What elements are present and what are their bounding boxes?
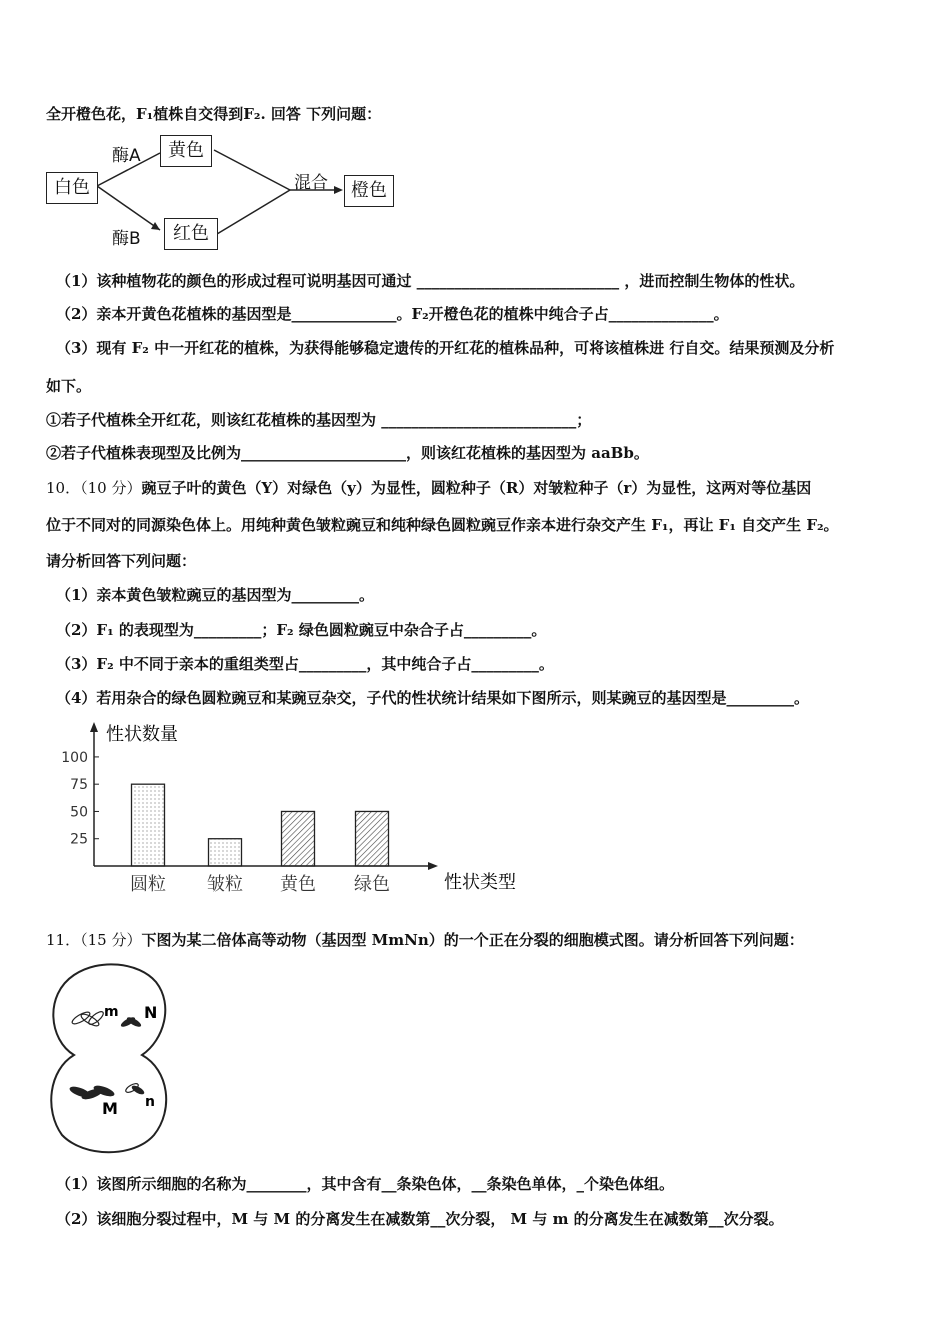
q10-number: 10．（10 分） <box>46 479 142 497</box>
q11-line1 <box>46 930 804 950</box>
chart-x-label: 性状类型 <box>444 872 516 893</box>
allele-N-label: N <box>144 1003 158 1022</box>
q9-part3: （3）现有 F₂ 中一开红花的植株，为获得能够稳定遗传的开红花的植株品种，可将该植株进 行自交。结果预测及分析 <box>56 339 835 357</box>
trait-bar-chart <box>46 718 566 898</box>
x-axis-arrow <box>428 862 438 870</box>
enzyme-a-label: 酶A <box>112 146 141 166</box>
flow-arrows <box>0 0 950 260</box>
y-axis-arrow <box>90 722 98 732</box>
x-tick-label: 皱粒 <box>207 874 243 895</box>
dividing-cell-diagram <box>44 960 174 1160</box>
q10-part3: （3）F₂ 中不同于亲本的重组类型占_________，其中纯合子占_________。 <box>56 655 554 673</box>
bar-1 <box>132 784 165 866</box>
y-tick-label: 100 <box>61 749 88 766</box>
allele-M-label: M <box>102 1099 118 1118</box>
q9-part3-case1: ①若子代植株全开红花，则该红花植株的基因型为 __________________________； <box>46 411 592 429</box>
white-box: 白色 <box>46 172 98 204</box>
bar-3 <box>282 811 315 866</box>
q9-part3-cont: 如下。 <box>46 377 92 395</box>
q9-part1: （1）该种植物花的颜色的形成过程可说明基因可通过 ___________________________ ，进而控制生物体的性状。 <box>56 272 805 290</box>
y-tick-label: 50 <box>70 804 88 821</box>
q11-stem: 下图为某二倍体高等动物（基因型 MmNn）的一个正在分裂的细胞模式图。请分析回答下列问题： <box>141 931 804 949</box>
q10-line3: 请分析回答下列问题： <box>46 552 197 570</box>
x-tick-label: 绿色 <box>354 874 390 895</box>
allele-m-label: m <box>104 1004 119 1020</box>
orange-box: 橙色 <box>344 175 394 207</box>
yellow-box: 黄色 <box>160 135 212 167</box>
q9-part2: （2）亲本开黄色花植株的基因型是______________。F₂开橙色花的植株中纯合子占______________。 <box>56 305 729 323</box>
y-tick-label: 75 <box>70 777 88 794</box>
q11-part1: （1）该图所示细胞的名称为________，其中含有__条染色体，__条染色单体，_个染色体组。 <box>56 1175 674 1193</box>
cell-membrane <box>51 964 166 1152</box>
allele-n-label: n <box>145 1094 155 1110</box>
chart-bars <box>130 784 390 895</box>
q10-line2: 位于不同对的同源染色体上。用纯种黄色皱粒豌豆和纯种绿色圆粒豌豆作亲本进行杂交产生 F₁，再让 F₁ 自交产生 F₂。 <box>46 516 839 534</box>
q10-line1 <box>46 478 811 498</box>
q11-number: 11．（15 分） <box>46 931 142 949</box>
q10-part2: （2）F₁ 的表现型为_________；F₂ 绿色圆粒豌豆中杂合子占_________。 <box>56 621 547 639</box>
bar-2 <box>209 839 242 866</box>
mix-label: 混合 <box>294 173 328 193</box>
intro-text: 全开橙色花，F₁植株自交得到F₂. 回答 下列问题： <box>46 105 382 123</box>
q10-part1: （1）亲本黄色皱粒豌豆的基因型为_________。 <box>56 586 374 604</box>
y-tick-label: 25 <box>70 831 88 848</box>
x-tick-label: 黄色 <box>280 874 316 895</box>
q10-stem: 豌豆子叶的黄色（Y）对绿色（y）为显性，圆粒种子（R）对皱粒种子（r）为显性，这两对等位基因 <box>141 479 812 497</box>
bar-4 <box>356 811 389 866</box>
x-tick-label: 圆粒 <box>130 874 166 895</box>
q9-part3-case2: ②若子代植株表现型及比例为______________________，则该红花植株的基因型为 aaBb。 <box>46 444 649 462</box>
q11-part2: （2）该细胞分裂过程中，M 与 M 的分离发生在减数第__次分裂， M 与 m 的分离发生在减数第__次分裂。 <box>56 1210 784 1228</box>
red-box: 红色 <box>164 218 218 250</box>
enzyme-b-label: 酶B <box>112 229 141 249</box>
q10-part4: （4）若用杂合的绿色圆粒豌豆和某豌豆杂交，子代的性状统计结果如下图所示，则某豌豆的基因型是_________。 <box>56 689 809 707</box>
chart-y-label: 性状数量 <box>106 724 178 745</box>
